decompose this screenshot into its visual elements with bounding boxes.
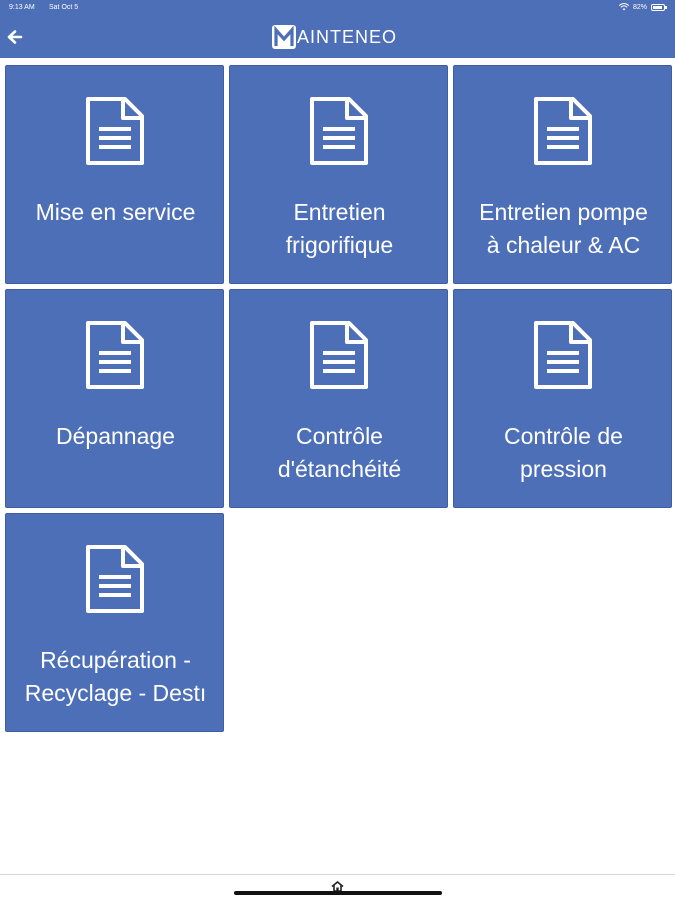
tile-label-line: Récupération - <box>40 647 191 673</box>
document-icon <box>85 544 145 614</box>
tile-label-line: frigorifique <box>285 232 394 258</box>
document-icon <box>85 96 145 166</box>
tile-label <box>454 420 672 486</box>
wifi-icon <box>619 3 629 11</box>
battery-percent: 82% <box>632 3 647 11</box>
tile-label-line: Contrôle <box>296 423 383 449</box>
tile-label-line: d'étanchéité <box>277 456 402 482</box>
mainteneo-logo <box>272 24 397 50</box>
tile-label-line: Dépannage <box>56 423 175 449</box>
document-icon <box>533 96 593 166</box>
status-bar <box>0 0 675 16</box>
status-date: Sat Oct 5 <box>49 4 79 11</box>
form-type-tile-6[interactable] <box>453 289 672 508</box>
tile-label <box>6 420 224 453</box>
form-type-tile-2[interactable] <box>229 65 448 284</box>
document-icon <box>85 320 145 390</box>
app-header <box>0 0 675 58</box>
bottom-divider <box>0 874 675 875</box>
tile-label <box>454 196 672 262</box>
tile-label-line: Mise en service <box>35 199 196 225</box>
document-icon <box>309 320 369 390</box>
logo-m-icon <box>272 25 296 49</box>
form-type-tile-3[interactable] <box>453 65 672 284</box>
status-right <box>619 3 665 11</box>
form-type-tile-4[interactable] <box>5 289 224 508</box>
logo-m-box <box>272 25 296 49</box>
logo-text: AINTENEO <box>297 26 398 47</box>
tile-label <box>230 420 448 486</box>
form-type-tile-5[interactable] <box>229 289 448 508</box>
form-type-tile-1[interactable] <box>5 65 224 284</box>
tile-label <box>230 196 448 262</box>
arrow-left-icon[interactable] <box>7 29 23 45</box>
tile-label-line: Recyclage - Destı <box>24 680 207 706</box>
home-indicator[interactable] <box>234 891 442 895</box>
status-time: 9:13 AM <box>9 4 35 11</box>
tile-label <box>6 196 224 229</box>
tile-label-line: Contrôle de <box>504 423 623 449</box>
tile-label-line: pression <box>520 456 607 482</box>
battery-icon <box>651 4 665 11</box>
form-type-tile-7[interactable] <box>5 513 224 732</box>
document-icon <box>533 320 593 390</box>
tile-label-line: Entretien <box>293 199 386 225</box>
tile-label-line: à chaleur & AC <box>486 232 641 258</box>
document-icon <box>309 96 369 166</box>
tile-label-line: Entretien pompe <box>479 199 648 225</box>
tile-label <box>6 644 224 710</box>
